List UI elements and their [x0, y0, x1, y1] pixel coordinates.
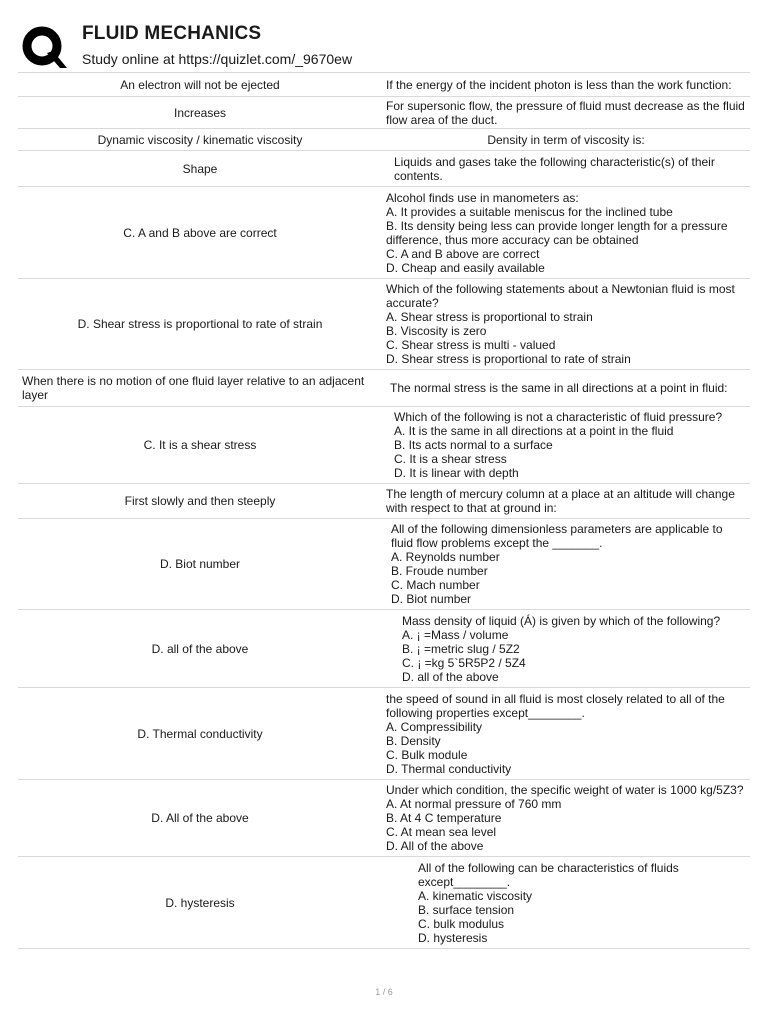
- definition-line: B. Froude number: [391, 564, 488, 578]
- definition-line: C. A and B above are correct: [386, 246, 540, 261]
- card-term: C. A and B above are correct: [123, 225, 277, 240]
- definition-line: Alcohol finds use in manometers as:: [386, 190, 579, 205]
- definition-line: Density in term of viscosity is:: [487, 132, 645, 147]
- card-definition: [382, 519, 750, 609]
- card-term: Dynamic viscosity / kinematic viscosity: [97, 132, 303, 147]
- definition-line: B. Its density being less can provide longer length for a pressure difference, thus more accuracy can be obtained: [386, 218, 728, 247]
- definition-line: A. At normal pressure of 760 mm: [386, 797, 562, 811]
- definition-line: B. ¡ =metric slug / 5Z2: [402, 641, 520, 656]
- card-term: Increases: [173, 105, 227, 120]
- definition-line: B. surface tension: [418, 902, 515, 917]
- card-term: D. All of the above: [151, 811, 249, 825]
- card-row: [18, 187, 750, 279]
- definition-line: A. ¡ =Mass / volume: [402, 627, 509, 642]
- card-term: C. It is a shear stress: [143, 438, 257, 452]
- definition-line: Under which condition, the specific weight of water is 1000 kg/5Z3?: [386, 783, 744, 797]
- definition-line: D. All of the above: [386, 839, 484, 853]
- definition-line: A. Shear stress is proportional to strain: [386, 310, 593, 324]
- card-term: An electron will not be ejected: [120, 77, 280, 92]
- definition-line: D. Biot number: [391, 592, 472, 606]
- definition-line: For supersonic flow, the pressure of fluid must decrease as the fluid flow area of the duct.: [386, 98, 745, 127]
- card-term: D. hysteresis: [165, 895, 235, 910]
- card-term: D. Thermal conductivity: [137, 726, 263, 741]
- definition-line: A. kinematic viscosity: [418, 888, 533, 903]
- definition-line: D. It is linear with depth: [394, 466, 519, 480]
- definition-line: C. ¡ =kg 5`5R5P2 / 5Z4: [402, 655, 526, 670]
- definition-line: All of the following dimensionless parameters are applicable to fluid flow problems except the _______.: [391, 522, 723, 550]
- card-row: [18, 151, 750, 187]
- card-row: [18, 97, 750, 129]
- card-definition: [382, 780, 750, 856]
- definition-line: If the energy of the incident photon is less than the work function:: [386, 77, 732, 92]
- card-definition: [382, 610, 750, 687]
- definition-line: C. Mach number: [391, 578, 480, 592]
- definition-line: the speed of sound in all fluid is most closely related to all of the following properties except________.: [386, 691, 725, 720]
- definition-line: Mass density of liquid (Á) is given by which of the following?: [402, 613, 721, 628]
- card-definition: [382, 151, 750, 186]
- flashcard-list: [18, 72, 750, 949]
- card-definition: [382, 407, 750, 483]
- definition-line: C. Shear stress is multi - valued: [386, 338, 556, 352]
- card-row: [18, 73, 750, 97]
- card-row: [18, 129, 750, 151]
- definition-line: B. Viscosity is zero: [386, 324, 487, 338]
- card-row: [18, 370, 750, 407]
- definition-line: A. It is the same in all directions at a point in the fluid: [394, 424, 674, 438]
- card-term: D. all of the above: [151, 641, 249, 656]
- definition-line: Which of the following statements about a Newtonian fluid is most accurate?: [386, 282, 735, 310]
- definition-line: D. Thermal conductivity: [386, 761, 512, 776]
- definition-line: C. bulk modulus: [418, 916, 505, 931]
- definition-line: D. Cheap and easily available: [386, 260, 545, 275]
- card-definition: [382, 484, 750, 518]
- definition-line: Which of the following is not a characteristic of fluid pressure?: [394, 410, 723, 424]
- card-term: D. Shear stress is proportional to rate of strain: [77, 317, 323, 331]
- card-definition: [382, 857, 750, 948]
- definition-line: A. It provides a suitable meniscus for the inclined tube: [386, 204, 673, 219]
- definition-line: B. Its acts normal to a surface: [394, 438, 553, 452]
- study-link[interactable]: Study online at https://quizlet.com/_9670ew: [82, 51, 353, 67]
- definition-line: Liquids and gases take the following characteristic(s) of their contents.: [394, 154, 715, 183]
- card-row: [18, 407, 750, 484]
- page-title: FLUID MECHANICS: [82, 23, 262, 44]
- card-definition: [382, 279, 750, 369]
- card-row: [18, 688, 750, 780]
- definition-line: The length of mercury column at a place at an altitude will change with respect to that at ground in:: [386, 487, 735, 515]
- definition-line: All of the following can be characteristics of fluids except________.: [418, 860, 679, 889]
- definition-line: A. Reynolds number: [391, 550, 500, 564]
- definition-line: D. all of the above: [402, 669, 499, 684]
- card-row: [18, 857, 750, 949]
- page-header: [20, 20, 748, 74]
- card-row: [18, 610, 750, 688]
- definition-line: D. Shear stress is proportional to rate of strain: [386, 352, 631, 366]
- card-term: Shape: [182, 161, 218, 176]
- card-definition: [382, 370, 750, 406]
- card-term: First slowly and then steeply: [124, 494, 276, 508]
- quizlet-logo-icon: [20, 24, 68, 72]
- definition-line: The normal stress is the same in all directions at a point in fluid:: [390, 381, 728, 395]
- definition-line: B. Density: [386, 733, 441, 748]
- definition-line: B. At 4 C temperature: [386, 811, 502, 825]
- card-term: D. Biot number: [159, 557, 241, 571]
- card-row: [18, 519, 750, 610]
- card-term: When there is no motion of one fluid layer relative to an adjacent layer: [22, 374, 365, 402]
- card-definition: [382, 187, 750, 278]
- card-row: [18, 484, 750, 519]
- definition-line: C. Bulk module: [386, 747, 468, 762]
- card-definition: [382, 688, 750, 779]
- card-definition: [382, 97, 750, 128]
- card-definition: [382, 129, 750, 150]
- card-row: [18, 780, 750, 857]
- definition-line: D. hysteresis: [418, 930, 488, 945]
- card-definition: [382, 73, 750, 96]
- definition-line: A. Compressibility: [386, 719, 483, 734]
- card-row: [18, 279, 750, 370]
- page-number: 1 / 6: [375, 987, 393, 997]
- definition-line: C. It is a shear stress: [394, 452, 507, 466]
- definition-line: C. At mean sea level: [386, 825, 497, 839]
